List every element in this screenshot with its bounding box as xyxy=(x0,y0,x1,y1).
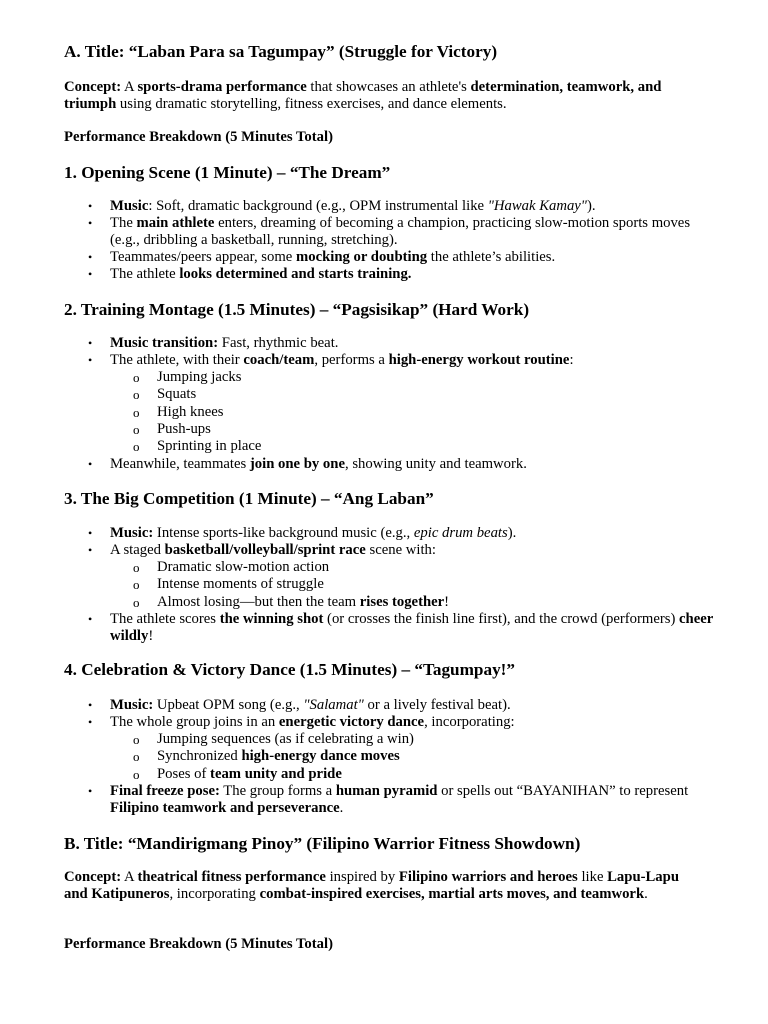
item-text: : Soft, dramatic background (e.g., OPM instrumental like xyxy=(148,198,488,214)
item-text: Fast, rhythmic beat. xyxy=(218,335,339,351)
list-item xyxy=(110,352,720,456)
item-label: Music transition: xyxy=(110,335,219,351)
scene-1-heading: 1. Opening Scene (1 Minute) – “The Dream” xyxy=(64,163,391,182)
scene-3-heading: 3. The Big Competition (1 Minute) – “Ang Laban” xyxy=(64,489,434,508)
item-label: Music xyxy=(110,198,149,214)
item-emphasis: human pyramid xyxy=(335,783,438,800)
item-text: The athlete, with their xyxy=(110,352,244,369)
item-emphasis: looks determined and starts training. xyxy=(179,266,412,283)
concept-emphasis: sports-drama performance xyxy=(137,79,307,95)
list-item xyxy=(110,335,720,352)
item-text: , showing unity and teamwork. xyxy=(344,455,527,472)
item-emphasis: coach/team xyxy=(243,352,315,369)
sub-list-item xyxy=(157,748,720,765)
item-text: ). xyxy=(507,525,517,541)
item-text: Almost losing—but then the team xyxy=(157,593,360,610)
item-label: Music: xyxy=(110,525,154,541)
scene-4-list xyxy=(110,697,720,817)
item-text: ! xyxy=(444,593,450,610)
list-item xyxy=(110,456,720,473)
item-emphasis: Filipino teamwork and perseverance xyxy=(110,800,340,817)
dance-sublist xyxy=(110,731,720,783)
workout-sublist xyxy=(110,369,720,455)
concept-text: A xyxy=(121,869,138,885)
list-item xyxy=(110,198,720,215)
scene-1-list xyxy=(110,198,720,283)
concept-emphasis: Lapu-Lapu and Katipuneros xyxy=(64,869,679,902)
item-text: The athlete xyxy=(110,266,180,283)
concept-emphasis: combat-inspired exercises, martial arts moves, and teamwork xyxy=(259,886,645,902)
section-a-concept xyxy=(64,79,714,113)
item-text: The xyxy=(110,215,137,232)
list-item xyxy=(110,525,720,542)
list-item xyxy=(110,611,720,645)
item-text: The whole group joins in an xyxy=(110,714,279,731)
list-item xyxy=(110,542,720,611)
sub-list-item: o Jumping sequences (as if celebrating a win) xyxy=(157,731,720,748)
list-item xyxy=(110,215,720,249)
item-italic: "Salamat" xyxy=(303,697,364,713)
sub-list-item: o Dramatic slow-motion action xyxy=(157,559,720,576)
item-text: (or crosses the finish line first), and the crowd (performers) xyxy=(323,611,680,628)
list-item xyxy=(110,714,720,783)
item-emphasis: join one by one xyxy=(249,455,345,472)
item-text: Intense sports-like background music (e.g., xyxy=(153,525,414,541)
list-item xyxy=(110,697,720,714)
concept-text: that showcases an athlete's xyxy=(306,79,471,95)
section-b-breakdown-heading: Performance Breakdown (5 Minutes Total) xyxy=(64,936,333,952)
item-text: enters, dreaming of becoming a champion, practicing slow-motion sports moves (e.g., dribbling a basketball, running, stretching). xyxy=(110,215,691,249)
list-item xyxy=(110,266,720,283)
item-text: Poses of xyxy=(157,765,211,782)
competition-sublist xyxy=(110,559,720,611)
section-b-concept xyxy=(64,869,689,903)
scene-3-list xyxy=(110,525,720,645)
scene-2-list xyxy=(110,335,720,473)
item-text: or spells out “BAYANIHAN” to represent xyxy=(437,783,689,800)
item-text: The athlete scores xyxy=(110,611,220,628)
sub-list-item: o Push-ups xyxy=(157,421,720,438)
item-text: Meanwhile, teammates xyxy=(110,455,250,472)
section-b-title: B. Title: “Mandirigmang Pinoy” (Filipino Warrior Fitness Showdown) xyxy=(64,834,581,853)
concept-emphasis: theatrical fitness performance xyxy=(137,869,326,885)
item-text: , incorporating: xyxy=(424,714,515,731)
item-emphasis: high-energy workout routine xyxy=(388,352,570,369)
sub-list-item xyxy=(157,766,720,783)
item-text: Upbeat OPM song (e.g., xyxy=(153,697,304,713)
item-emphasis: main athlete xyxy=(136,215,215,232)
item-italic: "Hawak Kamay" xyxy=(487,198,587,214)
concept-text: A xyxy=(121,79,138,95)
scene-2-heading: 2. Training Montage (1.5 Minutes) – “Pagsisikap” (Hard Work) xyxy=(64,300,530,319)
sub-list-item: o Squats xyxy=(157,386,720,403)
item-emphasis: high-energy dance moves xyxy=(241,748,400,765)
section-a-title: A. Title: “Laban Para sa Tagumpay” (Struggle for Victory) xyxy=(64,42,498,61)
item-emphasis: cheer wildly xyxy=(110,611,714,645)
item-emphasis: team unity and pride xyxy=(210,765,342,782)
item-text: . xyxy=(339,800,344,817)
item-text: : xyxy=(569,352,574,369)
item-text: the athlete’s abilities. xyxy=(427,249,556,266)
sub-list-item: o Jumping jacks xyxy=(157,369,720,386)
item-text: The group forms a xyxy=(219,783,336,800)
concept-label: Concept: xyxy=(64,79,122,95)
concept-emphasis: determination, teamwork, and triumph xyxy=(64,79,662,112)
item-label: Final freeze pose: xyxy=(110,783,220,800)
concept-text: inspired by xyxy=(325,869,399,885)
item-text: scene with: xyxy=(365,542,436,559)
list-item xyxy=(110,249,720,266)
concept-text: using dramatic storytelling, fitness exercises, and dance elements. xyxy=(116,96,507,112)
concept-label: Concept: xyxy=(64,869,122,885)
concept-text: , incorporating xyxy=(169,886,260,902)
section-a-breakdown-heading: Performance Breakdown (5 Minutes Total) xyxy=(64,129,333,145)
item-emphasis: the winning shot xyxy=(219,611,324,628)
concept-text: like xyxy=(577,869,608,885)
item-emphasis: energetic victory dance xyxy=(278,714,425,731)
item-emphasis: basketball/volleyball/sprint race xyxy=(164,542,366,559)
sub-list-item: o Intense moments of struggle xyxy=(157,576,720,593)
item-text: or a lively festival beat). xyxy=(363,697,511,713)
item-italic: epic drum beats xyxy=(413,525,508,541)
item-text: , performs a xyxy=(314,352,389,369)
item-text: Teammates/peers appear, some xyxy=(110,249,296,266)
scene-4-heading: 4. Celebration & Victory Dance (1.5 Minutes) – “Tagumpay!” xyxy=(64,660,515,679)
item-emphasis: rises together xyxy=(359,593,445,610)
item-text: Synchronized xyxy=(157,748,242,765)
item-emphasis: mocking or doubting xyxy=(295,249,428,266)
sub-list-item: o Sprinting in place xyxy=(157,438,720,455)
item-text: ! xyxy=(148,628,154,645)
item-label: Music: xyxy=(110,697,154,713)
sub-list-item xyxy=(157,594,720,611)
list-item xyxy=(110,783,720,817)
concept-emphasis: Filipino warriors and heroes xyxy=(398,869,578,885)
item-text: ). xyxy=(586,198,596,214)
concept-text: . xyxy=(644,886,648,902)
sub-list-item: o High knees xyxy=(157,404,720,421)
item-text: A staged xyxy=(110,542,165,559)
